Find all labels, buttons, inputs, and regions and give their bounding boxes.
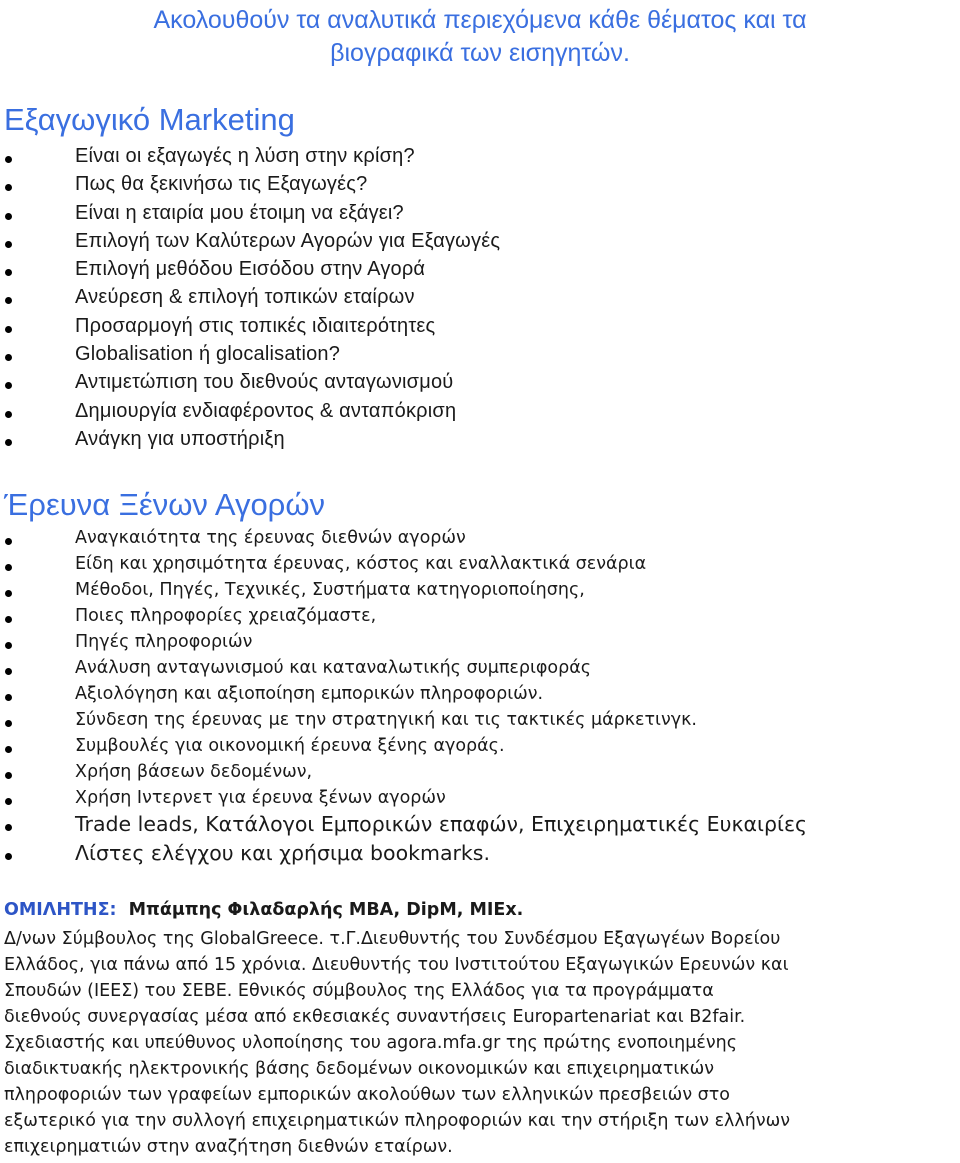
intro-text xyxy=(0,4,960,70)
bullet-icon xyxy=(5,668,12,675)
list-item-text: Ανάλυση ανταγωνισμού και καταναλωτικής συμπεριφοράς xyxy=(75,658,592,678)
bullet-icon xyxy=(5,746,12,753)
bullet-icon xyxy=(5,213,12,220)
bio-line: Δ/νων Σύμβουλος της GlobalGreece. τ.Γ.Διευθυντής του Συνδέσμου Εξαγωγέων Βορείου xyxy=(4,929,781,949)
section-title-market-research: Έρευνα Ξένων Αγορών xyxy=(4,487,326,522)
bio-line: διεθνούς συνεργασίας μέσα από εκθεσιακές συναντήσεις Europartenariat και B2fair. xyxy=(4,1007,746,1027)
bullet-icon xyxy=(5,616,12,623)
list-item-text: Πηγές πληροφοριών xyxy=(75,632,253,652)
bio-line: πληροφοριών των γραφείων εμπορικών ακολούθων των ελληνικών πρεσβειών στο xyxy=(4,1085,731,1105)
intro-line-1: Ακολουθούν τα αναλυτικά περιεχόμενα κάθε θέματος και τα xyxy=(153,6,807,34)
list-item-text: Είναι η εταιρία μου έτοιμη να εξάγει? xyxy=(75,201,404,224)
bio-line: Σπουδών (ΙΕΕΣ) του ΣΕΒΕ. Εθνικός σύμβουλος της Ελλάδος για τα προγράμματα xyxy=(4,981,714,1001)
bullet-icon xyxy=(5,382,12,389)
speaker-line xyxy=(4,900,523,920)
list-item-text: Ανάγκη για υποστήριξη xyxy=(75,427,285,450)
speaker-label: ΟΜΙΛΗΤΗΣ: xyxy=(4,900,117,920)
list-item-text: Είδη και χρησιμότητα έρευνας, κόστος και εναλλακτικά σενάρια xyxy=(75,554,647,574)
list-item-text: Σύνδεση της έρευνας με την στρατηγική και τις τακτικές μάρκετινγκ. xyxy=(75,710,697,730)
bullet-icon xyxy=(5,824,12,831)
bullet-icon xyxy=(5,269,12,276)
bio-line: Ελλάδος, για πάνω από 15 χρόνια. Διευθυντής του Ινστιτούτου Εξαγωγικών Ερευνών και xyxy=(4,955,789,975)
list-item-text: Επιλογή μεθόδου Εισόδου στην Αγορά xyxy=(75,258,426,281)
bullet-icon xyxy=(5,439,12,446)
list-item-text: Προσαρμογή στις τοπικές ιδιαιτερότητες xyxy=(75,314,436,337)
bio-line: εξωτερικό για την συλλογή επιχειρηματικών πληροφοριών και την στήριξη των ελλήνων xyxy=(4,1111,791,1131)
bullet-icon xyxy=(5,590,12,597)
bullet-icon xyxy=(5,184,12,191)
bullet-icon xyxy=(5,354,12,361)
list-item-text: Αναγκαιότητα της έρευνας διεθνών αγορών xyxy=(75,528,466,548)
intro-line-2: βιογραφικά των εισηγητών. xyxy=(330,39,630,67)
section-title-export-marketing: Εξαγωγικό Marketing xyxy=(4,102,295,137)
list-item-text: Ανεύρεση & επιλογή τοπικών εταίρων xyxy=(75,286,415,309)
list-item-text: Χρήση Ιντερνετ για έρευνα ξένων αγορών xyxy=(75,788,446,808)
list-item-text: Πως θα ξεκινήσω τις Εξαγωγές? xyxy=(75,173,368,196)
bullet-icon xyxy=(5,538,12,545)
bullet-icon xyxy=(5,156,12,163)
list-item-text: Αξιολόγηση και αξιοποίηση εμπορικών πληροφοριών. xyxy=(75,684,544,704)
list-item-text: Είναι οι εξαγωγές η λύση στην κρίση? xyxy=(75,145,415,167)
list-item-text: Επιλογή των Καλύτερων Αγορών για Εξαγωγές xyxy=(75,229,501,252)
list-item-text: Αντιμετώπιση του διεθνούς ανταγωνισμού xyxy=(75,371,454,394)
bullet-icon xyxy=(5,326,12,333)
list-item-text: Trade leads, Κατάλογοι Εμπορικών επαφών, Επιχειρηματικές Ευκαιρίες xyxy=(75,812,808,836)
list-item-text: Μέθοδοι, Πηγές, Τεχνικές, Συστήματα κατηγοριοποίησης, xyxy=(75,580,585,600)
list-item-text: Χρήση βάσεων δεδομένων, xyxy=(75,762,313,782)
bullet-icon xyxy=(5,297,12,304)
speaker-name: Μπάμπης Φιλαδαρλής MBA, DipM, MIEx. xyxy=(128,900,524,920)
list-item-text: Globalisation ή glocalisation? xyxy=(75,343,341,366)
bullet-icon xyxy=(5,642,12,649)
bullet-icon xyxy=(5,853,12,860)
bullet-icon xyxy=(5,798,12,805)
bio-line: επιχειρηματιών στην αναζήτηση διεθνών εταίρων. xyxy=(4,1137,453,1157)
bullet-icon xyxy=(5,772,12,779)
bio-line: διαδικτυακής ηλεκτρονικής βάσης δεδομένων οικονομικών και επιχειρηματικών xyxy=(4,1059,715,1079)
list-item-text: Δημιουργία ενδιαφέροντος & ανταπόκριση xyxy=(75,399,457,422)
list-item-text: Λίστες ελέγχου και χρήσιμα bookmarks. xyxy=(75,840,491,865)
list-item-text: Ποιες πληροφορίες χρειαζόμαστε, xyxy=(75,606,377,626)
bullet-icon xyxy=(5,694,12,701)
speaker-bio xyxy=(4,926,960,1160)
list-item-text: Συμβουλές για οικονομική έρευνα ξένης αγοράς. xyxy=(75,736,505,756)
bullet-icon xyxy=(5,564,12,571)
bio-line: Σχεδιαστής και υπεύθυνος υλοποίησης του agora.mfa.gr της πρώτης ενοποιημένης xyxy=(4,1033,737,1053)
bullet-icon xyxy=(5,241,12,248)
bullet-icon xyxy=(5,411,12,418)
bullet-icon xyxy=(5,720,12,727)
